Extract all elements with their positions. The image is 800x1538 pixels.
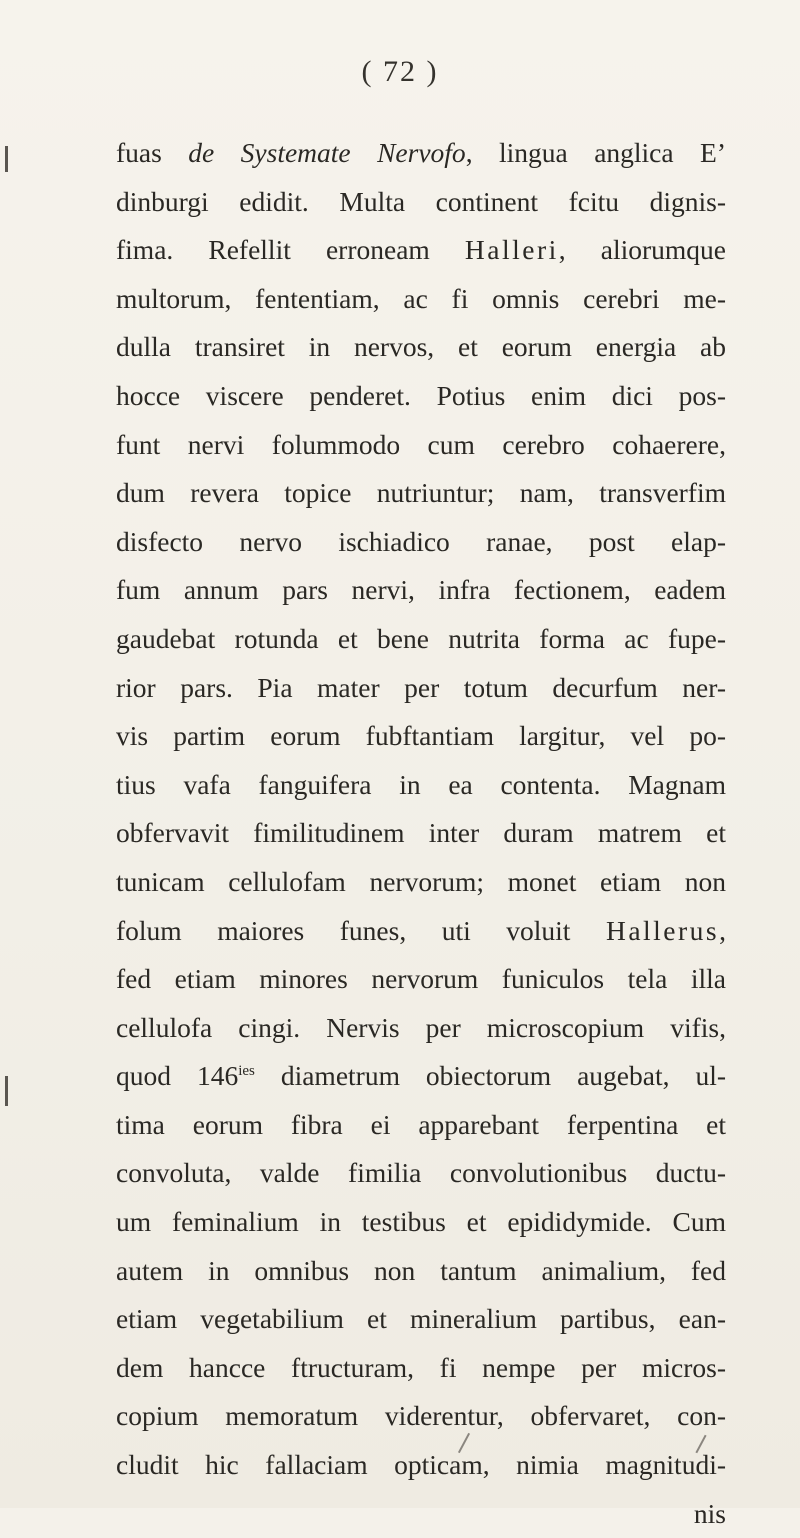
text-segment: gaudebat rotunda et bene nutrita forma ac fupe- [116,622,726,654]
text-segment: tunicam cellulofam nervorum; monet etiam non [116,865,726,897]
text-segment: disfecto nervo ischiadico ranae, post elap- [116,525,726,557]
text-segment: nis [693,1497,726,1529]
text-line [116,1198,726,1247]
text-line [116,664,726,713]
text-line [116,372,726,421]
text-segment: , lingua anglica E’ [465,137,726,168]
text-segment: , aliorumque [558,234,726,266]
text-segment: fum annum pars nervi, infra fectionem, eadem [116,574,726,606]
text-segment: etiam vegetabilium et mineralium partibus, ean- [116,1303,726,1335]
text-line [116,421,726,470]
text-line [116,955,726,1004]
text-line [116,323,726,372]
text-segment: quod 146 [116,1060,239,1092]
text-segment: rior pars. Pia mater per totum decurfum ner- [116,671,726,703]
text-line [116,761,726,810]
text-line [116,1101,726,1150]
author-name: Hallerus [605,914,720,946]
text-line [116,178,726,227]
text-line [116,858,726,907]
text-segment: folum maiores funes, uti voluit [116,914,606,946]
text-line [116,907,726,956]
text-segment: tius vafa fanguifera in ea contenta. Magnam [116,768,726,800]
text-line [116,809,726,858]
margin-mark [5,146,8,172]
body-text [116,129,726,1538]
text-line [116,1490,726,1538]
text-segment: funt nervi folummodo cum cerebro cohaerere, [116,428,726,460]
text-segment: dinburgi edidit. Multa continent fcitu dignis- [116,185,726,217]
text-line [116,469,726,518]
text-segment: convoluta, valde fimilia convolutionibus ductu- [116,1157,726,1189]
text-line [116,518,726,567]
text-segment: obfervavit fimilitudinem inter duram matrem et [116,817,726,849]
superscript: ies [238,1063,255,1080]
italic-title: de Systemate Nervofo [188,137,466,168]
text-segment: vis partim eorum fubftantiam largitur, vel po- [116,720,726,752]
text-segment: copium memoratum viderentur, obfervaret, con- [116,1400,726,1432]
text-line [116,226,726,275]
text-line [116,615,726,664]
text-segment: , [719,914,726,946]
text-segment: diametrum obiectorum augebat, ul- [254,1060,726,1092]
text-segment: dem hancce ftructuram, fi nempe per micros- [116,1351,726,1383]
text-segment: hocce viscere penderet. Potius enim dici pos- [116,379,726,411]
text-segment: fed etiam minores nervorum funiculos tela illa [116,963,726,995]
text-line [116,129,726,178]
author-name: Halleri [464,234,559,266]
text-line [116,712,726,761]
text-line [116,1392,726,1441]
text-segment: cellulofa cingi. Nervis per microscopium vifis, [116,1011,726,1043]
text-line [116,566,726,615]
text-line [116,1247,726,1296]
text-segment: autem in omnibus non tantum animalium, fed [116,1254,726,1286]
text-segment: fima. Refellit erroneam [116,234,465,266]
text-line [116,1344,726,1393]
text-segment: multorum, fententiam, ac fi omnis cerebri me- [116,282,726,314]
text-segment: dulla transiret in nervos, et eorum energia ab [116,331,726,363]
text-line [116,1441,726,1490]
text-segment: um feminalium in testibus et epididymide. Cum [116,1206,726,1238]
text-line [116,1149,726,1198]
text-line [116,1295,726,1344]
text-line [116,1004,726,1053]
page-number: ( 72 ) [361,55,439,88]
text-segment: cludit hic fallaciam opticam, nimia magnitudi- [116,1449,726,1481]
margin-mark [5,1076,8,1106]
text-segment: dum revera topice nutriuntur; nam, transverfim [116,477,726,509]
text-line [116,275,726,324]
text-segment: tima eorum fibra ei apparebant ferpentina et [116,1108,726,1140]
text-segment: fuas [116,137,189,168]
text-line [116,1052,726,1101]
